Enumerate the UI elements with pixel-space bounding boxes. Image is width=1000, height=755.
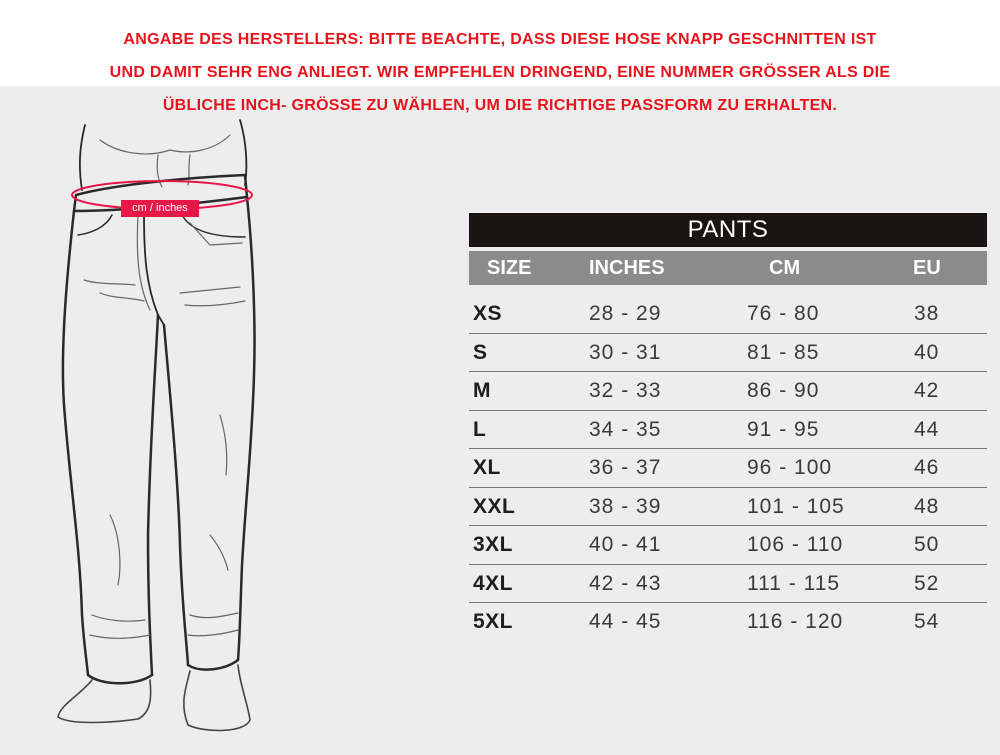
cell-cm: 81 - 85 xyxy=(747,340,820,364)
table-row xyxy=(469,411,987,450)
cell-eu: 48 xyxy=(914,494,940,518)
notice-line-3: ÜBLICHE INCH- GRÖSSE ZU WÄHLEN, UM DIE RICHTIGE PASSFORM ZU ERHALTEN. xyxy=(162,97,838,114)
cell-cm: 101 - 105 xyxy=(747,494,845,518)
cell-size: 5XL xyxy=(473,610,514,633)
cell-inches: 32 - 33 xyxy=(589,379,662,402)
header-cm: CM xyxy=(769,257,801,279)
cell-cm: 116 - 120 xyxy=(747,610,844,633)
manufacturer-notice xyxy=(0,0,1000,130)
cell-inches: 38 - 39 xyxy=(589,494,662,518)
cell-inches: 28 - 29 xyxy=(589,302,662,325)
cell-cm: 106 - 110 xyxy=(747,533,844,556)
notice-line-1: ANGABE DES HERSTELLERS: BITTE BEACHTE, DASS DIESE HOSE KNAPP GESCHNITTEN IST xyxy=(123,31,877,48)
table-row xyxy=(469,372,987,411)
table-row xyxy=(469,449,987,488)
table-row xyxy=(469,526,987,565)
cell-size: L xyxy=(473,417,487,441)
cell-inches: 42 - 43 xyxy=(589,571,662,595)
cell-size: M xyxy=(473,379,491,402)
cell-inches: 34 - 35 xyxy=(589,417,662,441)
cell-cm: 111 - 115 xyxy=(747,571,841,595)
header-inches: INCHES xyxy=(589,257,665,279)
cell-inches: 44 - 45 xyxy=(589,610,662,633)
table-body xyxy=(469,295,987,642)
table-header-row xyxy=(469,251,987,285)
cell-eu: 44 xyxy=(914,417,940,441)
header-size: SIZE xyxy=(487,257,532,279)
cell-cm: 76 - 80 xyxy=(747,302,820,325)
cell-eu: 38 xyxy=(914,302,940,325)
cell-eu: 46 xyxy=(914,456,940,479)
cell-eu: 50 xyxy=(914,533,940,556)
cell-cm: 96 - 100 xyxy=(747,456,833,479)
cell-eu: 40 xyxy=(914,340,940,364)
cell-eu: 42 xyxy=(914,379,940,402)
cell-inches: 36 - 37 xyxy=(589,456,662,479)
cell-cm: 91 - 95 xyxy=(747,417,820,441)
cell-size: 4XL xyxy=(473,571,514,595)
cell-eu: 52 xyxy=(914,571,940,595)
table-row xyxy=(469,488,987,527)
table-row xyxy=(469,334,987,373)
size-chart-table xyxy=(469,213,987,642)
cell-inches: 40 - 41 xyxy=(589,533,662,556)
cell-inches: 30 - 31 xyxy=(589,340,662,364)
cell-size: XS xyxy=(473,302,503,325)
jeans-illustration xyxy=(40,115,300,750)
notice-line-2: UND DAMIT SEHR ENG ANLIEGT. WIR EMPFEHLEN DRINGEND, EINE NUMMER GRÖSSER ALS DIE xyxy=(109,64,891,81)
table-row xyxy=(469,295,987,334)
cell-size: XXL xyxy=(473,494,516,518)
cell-size: 3XL xyxy=(473,533,514,556)
table-title: PANTS xyxy=(469,213,987,247)
table-row xyxy=(469,565,987,604)
cell-size: S xyxy=(473,340,488,364)
cell-eu: 54 xyxy=(914,610,940,633)
cell-cm: 86 - 90 xyxy=(747,379,820,402)
header-eu: EU xyxy=(913,257,941,279)
cell-size: XL xyxy=(473,456,501,479)
table-row xyxy=(469,603,987,642)
measure-tag: cm / inches xyxy=(121,200,199,217)
